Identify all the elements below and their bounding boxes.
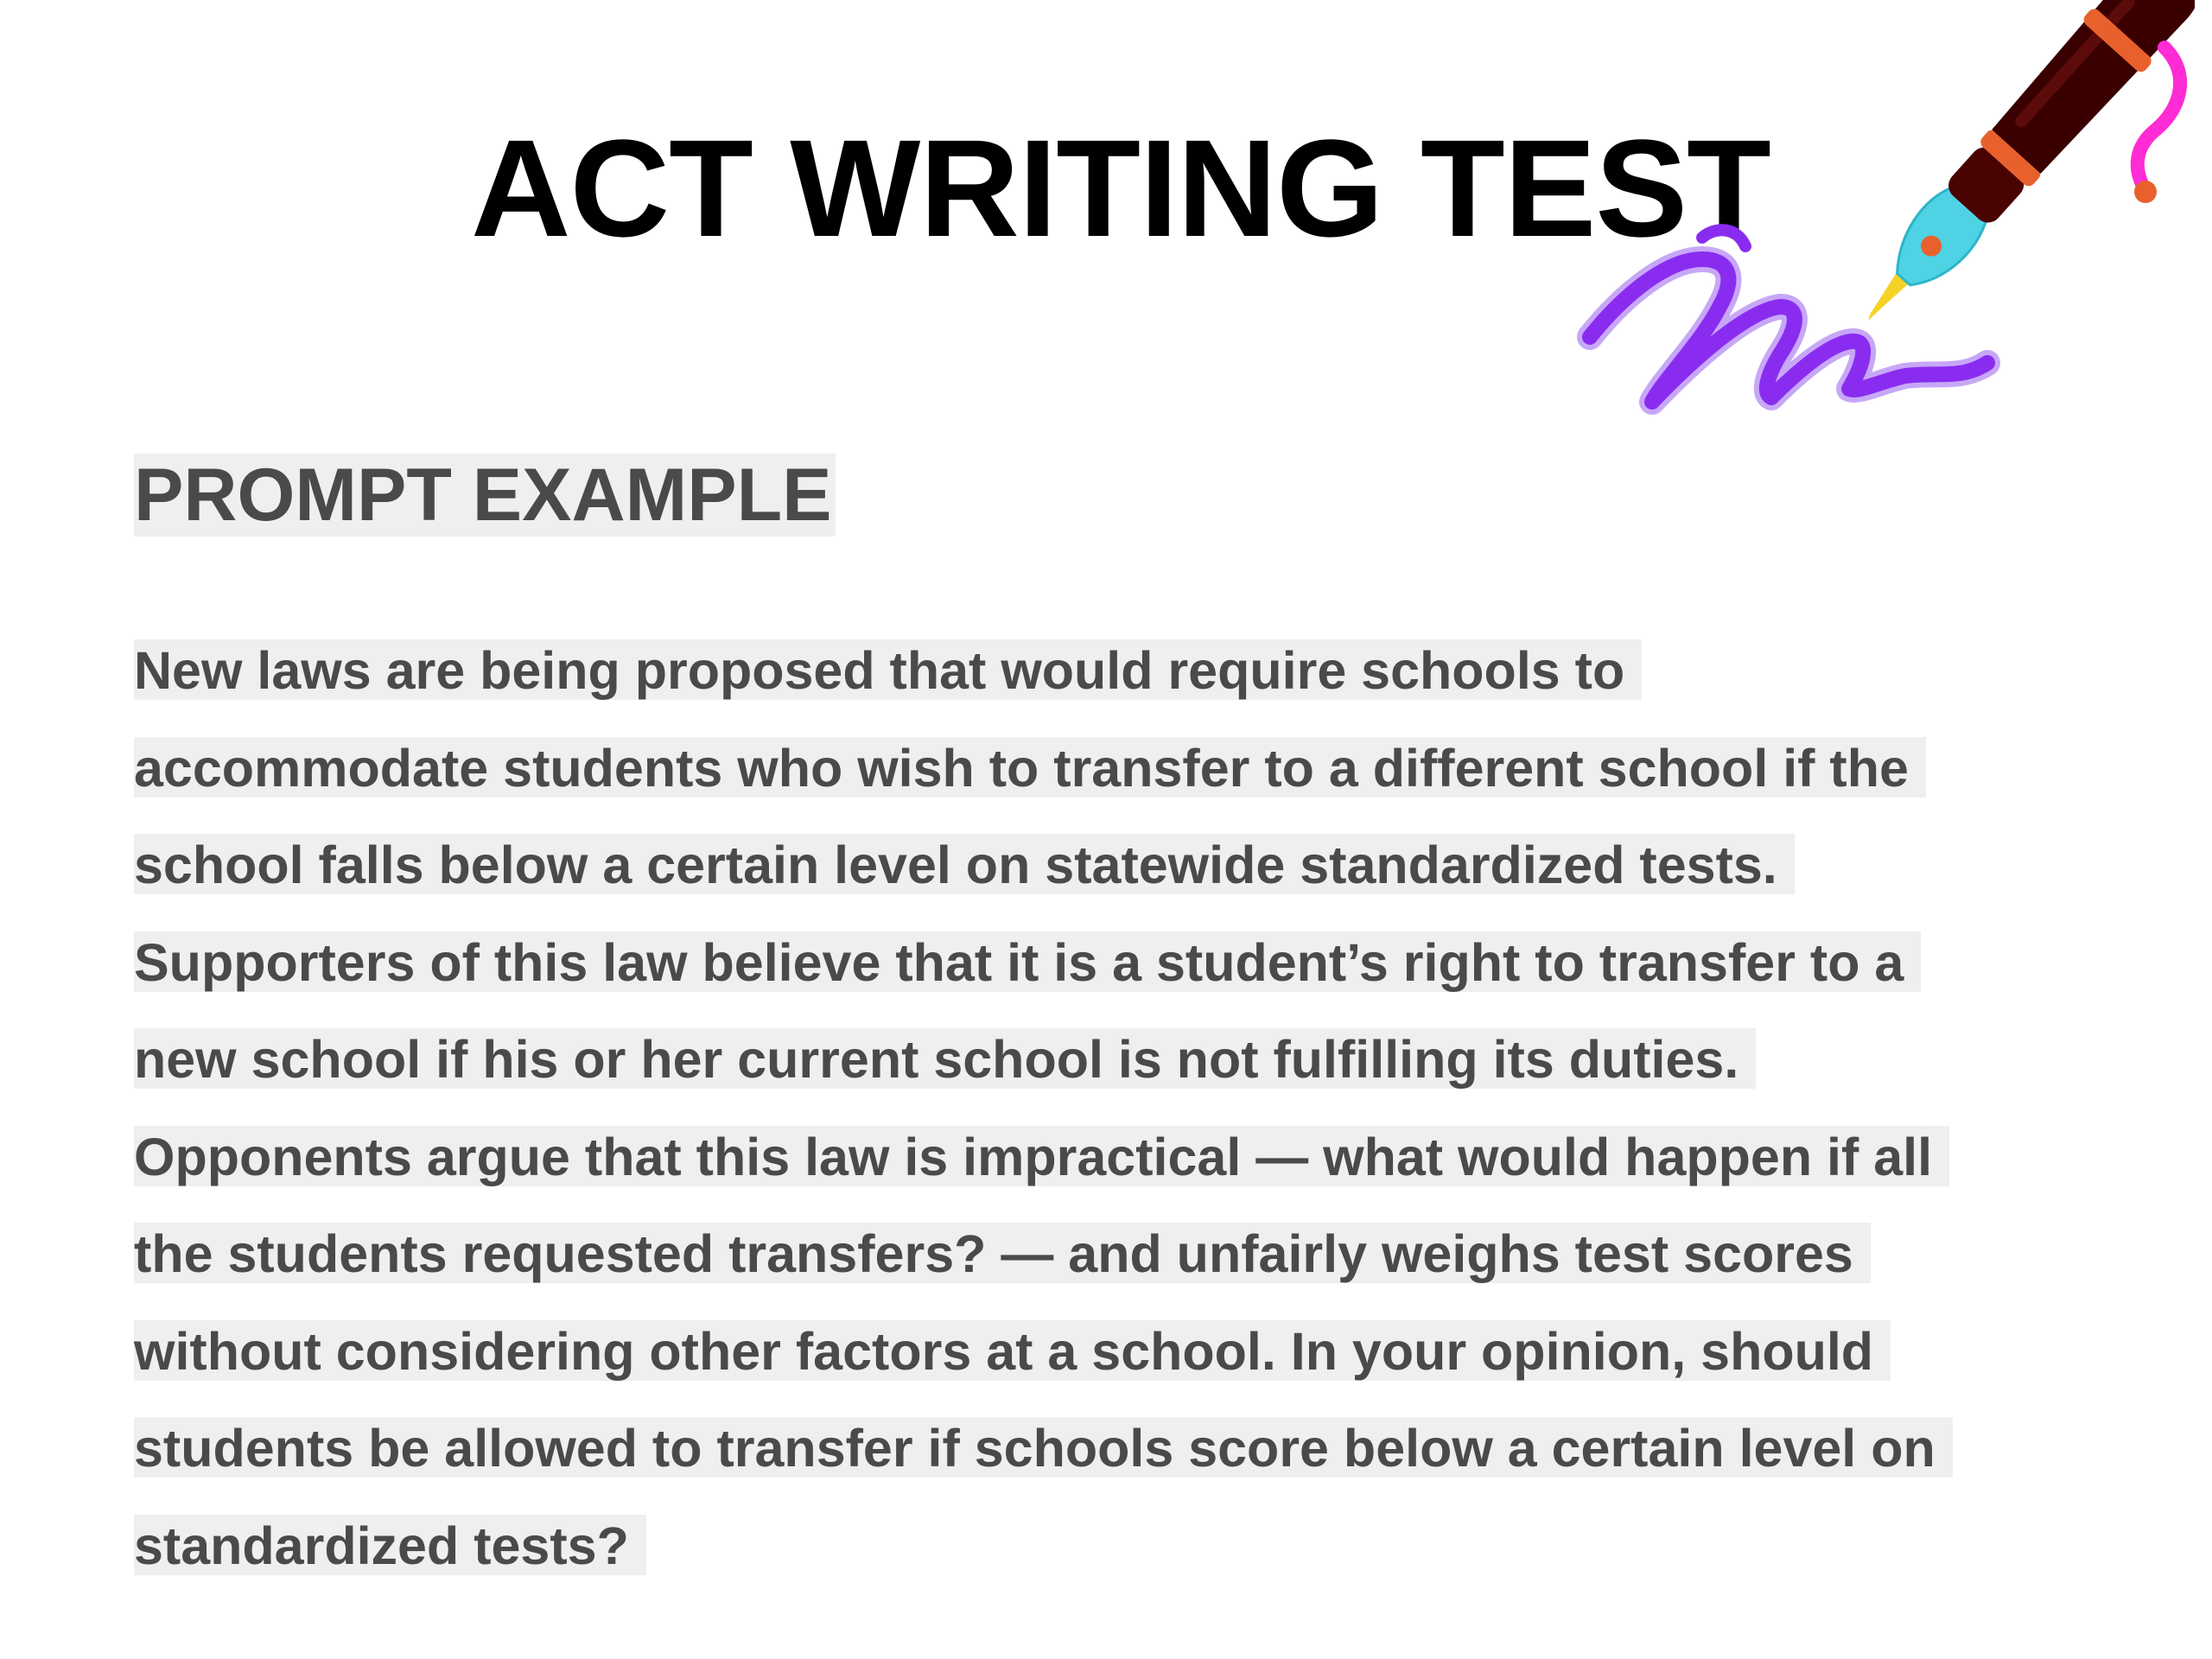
- prompt-line: Supporters of this law believe that it is a student’s right to transfer to a: [134, 930, 2104, 1027]
- fountain-pen-icon: [1573, 0, 2195, 423]
- prompt-heading-text: PROMPT EXAMPLE: [134, 454, 836, 537]
- prompt-line: without considering other factors at a school. In your opinion, should: [134, 1319, 2104, 1416]
- prompt-line: new school if his or her current school is not fulfilling its duties.: [134, 1027, 2104, 1124]
- prompt-line: accommodate students who wish to transfer to a different school if the: [134, 735, 2104, 833]
- prompt-heading: [134, 454, 836, 537]
- prompt-paragraph: [134, 638, 2104, 1610]
- prompt-line: students be allowed to transfer if schools score below a certain level on: [134, 1415, 2104, 1513]
- prompt-line: the students requested transfers? — and unfairly weighs test scores: [134, 1221, 2104, 1319]
- prompt-line: school falls below a certain level on statewide standardized tests.: [134, 832, 2104, 930]
- prompt-line: Opponents argue that this law is impractical — what would happen if all: [134, 1124, 2104, 1222]
- page-title: ACT WRITING TEST: [471, 111, 1770, 265]
- prompt-line: New laws are being proposed that would require schools to: [134, 638, 2104, 735]
- prompt-line: standardized tests?: [134, 1513, 2104, 1611]
